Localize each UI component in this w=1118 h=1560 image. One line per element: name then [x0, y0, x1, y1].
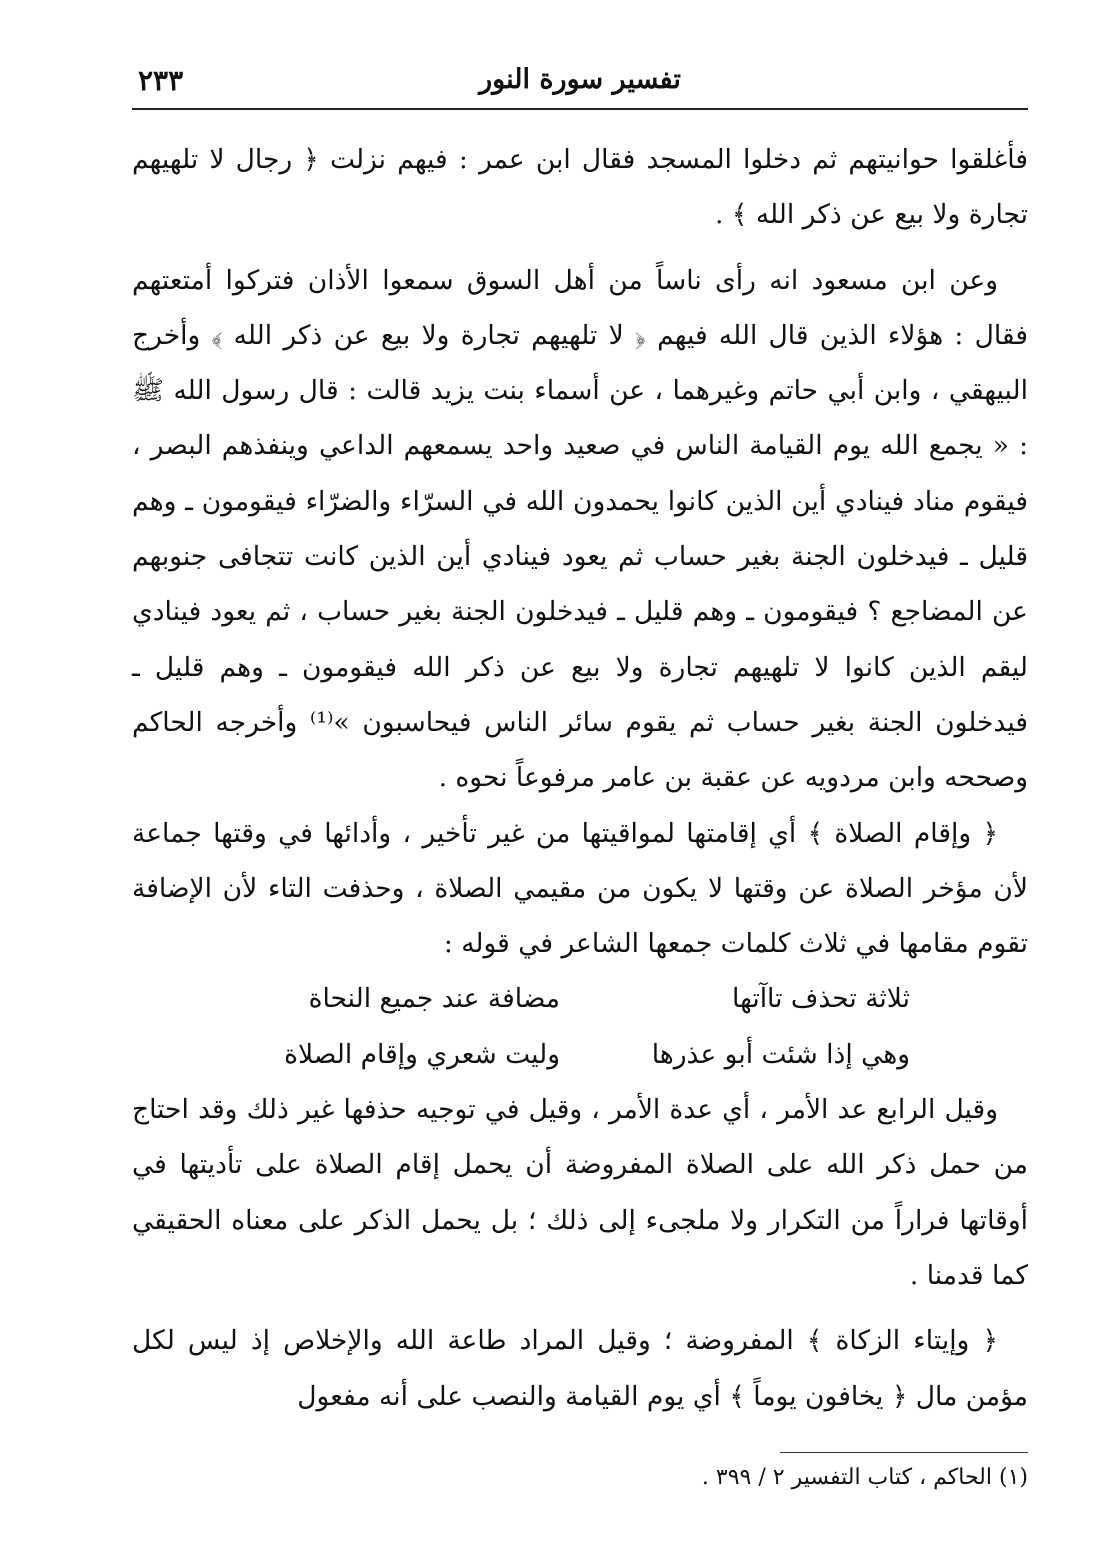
main-text	[132, 132, 1028, 1424]
running-title: تفسير سورة النور	[479, 64, 681, 95]
footnote-rule	[780, 1452, 1028, 1453]
verse-1-left-hemistich: مضافة عند جميع النحاة	[308, 983, 560, 1015]
paragraph-4: وقيل الرابع عد الأمر ، أي عدة الأمر ، وقيل في توجيه حذفها غير ذلك وقد احتاج من حمل ذكر الله على الصلاة المفروضة أن يحمل إقام الصلاة على تأديتها في أوقاتها فراراً من التكرار ولا ملجىء إلى ذلك ؛ بل يحمل الذكر على معناه الحقيقي كما قدمنا .	[132, 1094, 1029, 1291]
verse-2-right-hemistich: وهي إذا شئت أبو عذرها	[651, 1038, 910, 1070]
header-rule	[132, 108, 1028, 110]
page-number: ٢٣٣	[138, 64, 184, 97]
verse-1-right-hemistich: ثلاثة تحذف تاآتها	[732, 983, 910, 1015]
verse-2-left-hemistich: وليت شعري وإقام الصلاة	[284, 1038, 560, 1070]
page-header	[132, 60, 1028, 106]
paragraph-2: وعن ابن مسعود انه رأى ناساً من أهل السوق سمعوا الأذان فتركوا أمتعتهم فقال : هؤلاء الذين قال الله فيهم ﴿ لا تلهيهم تجارة ولا بيع عن ذكر الله ﴾ وأخرج البيهقي ، وابن أبي حاتم وغيرهما ، عن أسماء بنت يزيد قالت : قال رسول الله ﷺ : « يجمع الله يوم القيامة الناس في صعيد واحد يسمعهم الداعي وينفذهم البصر ، فيقوم مناد فينادي أين الذين كانوا يحمدون الله في السرّاء والضرّاء فيقومون ـ وهم قليل ـ فيدخلون الجنة بغير حساب ثم يعود فينادي أين الذين كانت تتجافى جنوبهم عن المضاجع ؟ فيقومون ـ وهم قليل ـ فيدخلون الجنة بغير حساب ، ثم يعود فينادي ليقم الذين كانوا لا تلهيهم تجارة ولا بيع عن ذكر الله فيقومون ـ وهم قليل ـ فيدخلون الجنة بغير حساب ثم يقوم سائر الناس فيحاسبون »⁽¹⁾ وأخرجه الحاكم وصححه وابن مردويه عن عقبة بن عامر مرفوعاً نحوه .	[132, 264, 1028, 794]
paragraph-1: فأغلقوا حوانيتهم ثم دخلوا المسجد فقال ابن عمر : فيهم نزلت ﴿ رجال لا تلهيهم تجارة ولا بيع عن ذكر الله ﴾ .	[132, 144, 1028, 231]
verse-line-2	[132, 1027, 1028, 1082]
paragraph-3: ﴿ وإقام الصلاة ﴾ أي إقامتها لمواقيتها من غير تأخير ، وأدائها في وقتها جماعة لأن مؤخر الصلاة عن وقتها لا يكون من مقيمي الصلاة ، وحذفت التاء لأن الإضافة تقوم مقامها في ثلاث كلمات جمعها الشاعر في قوله :	[132, 817, 1028, 960]
footnote: (١) الحاكم ، كتاب التفسير ٢ / ٣٩٩ .	[701, 1465, 1028, 1490]
paragraph-5: ﴿ وإيتاء الزكاة ﴾ المفروضة ؛ وقيل المراد طاعة الله والإخلاص إذ ليس لكل مؤمن مال ﴿ يخافون يوماً ﴾ أي يوم القيامة والنصب على أنه مفعول	[132, 1325, 1028, 1412]
verse-line-1	[132, 971, 1028, 1026]
